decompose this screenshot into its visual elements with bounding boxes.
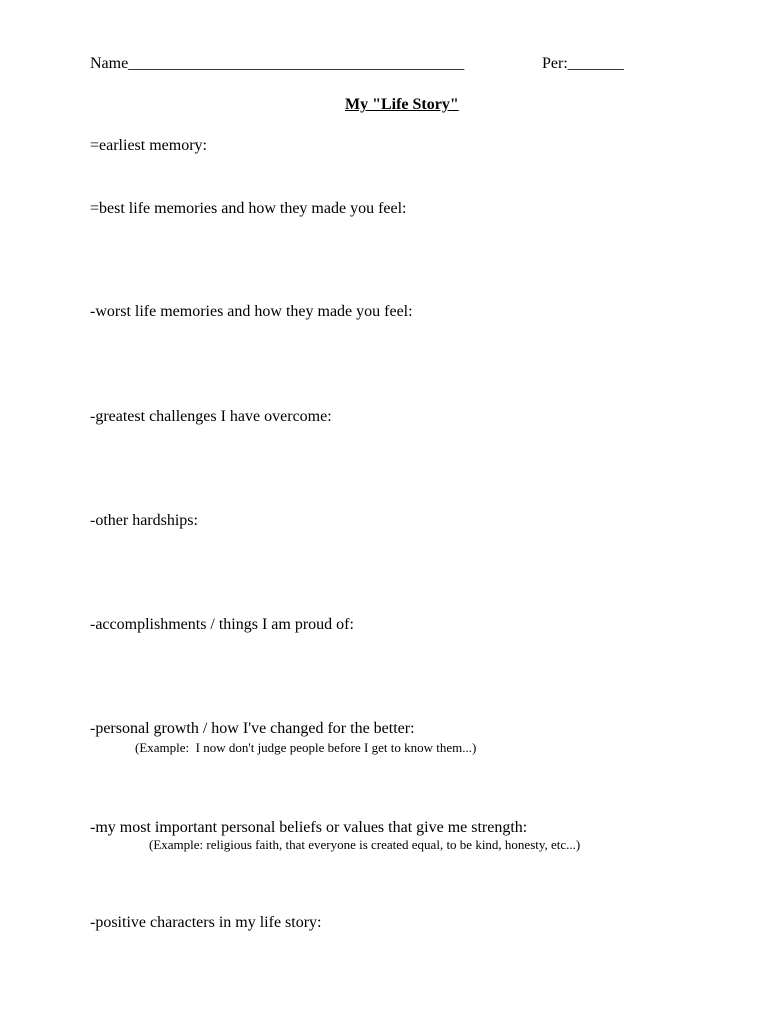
prompt-best-memories: =best life memories and how they made you feel:: [90, 200, 407, 217]
period-field[interactable]: Per:_______: [542, 55, 624, 72]
prompt-other-hardships: -other hardships:: [90, 512, 198, 529]
prompt-beliefs-values: -my most important personal beliefs or values that give me strength:: [90, 819, 528, 836]
prompt-earliest-memory: =earliest memory:: [90, 137, 207, 154]
example-beliefs-values: (Example: religious faith, that everyone is created equal, to be kind, honesty, etc...): [149, 837, 581, 852]
example-personal-growth: (Example: I now don't judge people before I get to know them...): [135, 740, 477, 755]
prompt-accomplishments: -accomplishments / things I am proud of:: [90, 616, 354, 633]
prompt-greatest-challenges: -greatest challenges I have overcome:: [90, 408, 332, 425]
name-field[interactable]: Name__________________________________________: [90, 55, 465, 72]
prompt-worst-memories: -worst life memories and how they made you feel:: [90, 303, 413, 320]
page-title: My "Life Story": [345, 96, 459, 113]
prompt-personal-growth: -personal growth / how I've changed for the better:: [90, 720, 415, 737]
prompt-positive-characters: -positive characters in my life story:: [90, 914, 322, 931]
